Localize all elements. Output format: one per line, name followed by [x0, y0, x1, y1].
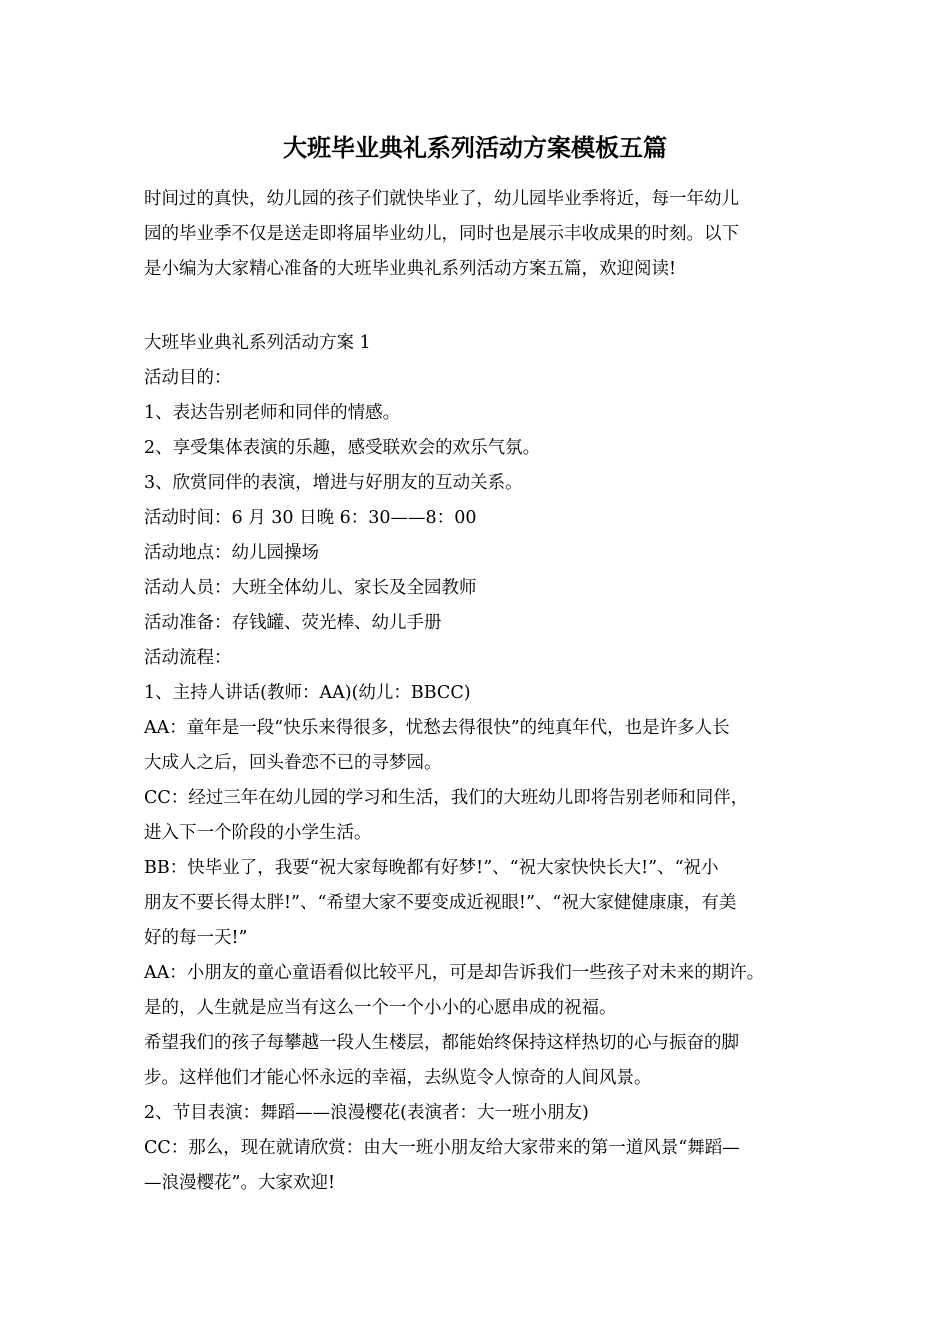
body-line: 活动人员：大班全体幼儿、家长及全园教师	[144, 578, 477, 598]
body-line: —浪漫樱花”。大家欢迎!	[144, 1173, 335, 1193]
body-line: BB：快毕业了，我要“祝大家每晚都有好梦!”、“祝大家快快长大!”、“祝小	[144, 858, 719, 878]
body-line: AA：童年是一段“快乐来得很多，忧愁去得很快”的纯真年代，也是许多人长	[144, 718, 730, 738]
body-line: 活动时间：6 月 30 日晚 6：30——8：00	[144, 508, 477, 528]
body-line: 希望我们的孩子每攀越一段人生楼层，都能始终保持这样热切的心与振奋的脚	[144, 1033, 739, 1053]
intro-line: 园的毕业季不仅是送走即将届毕业幼儿，同时也是展示丰收成果的时刻。以下	[144, 224, 739, 244]
document-title: 大班毕业典礼系列活动方案模板五篇	[283, 133, 667, 162]
body-line: 1、主持人讲话(教师：AA)(幼儿：BBCC)	[144, 683, 471, 703]
body-line: 好的每一天!”	[144, 928, 248, 948]
body-line: 朋友不要长得太胖!”、“希望大家不要变成近视眼!”、“祝大家健健康康，有美	[144, 893, 737, 913]
body-line: 大成人之后，回头眷恋不已的寻梦园。	[144, 753, 442, 773]
body-line: 活动目的：	[144, 368, 232, 388]
body-line: 活动流程：	[144, 648, 232, 668]
body-line: 步。这样他们才能心怀永远的幸福，去纵览令人惊奇的人间风景。	[144, 1068, 652, 1088]
body-line: AA：小朋友的童心童语看似比较平凡，可是却告诉我们一些孩子对未来的期许。	[144, 963, 765, 983]
body-line: 活动准备：存钱罐、荧光棒、幼儿手册	[144, 613, 442, 633]
body-line: 2、节目表演：舞蹈——浪漫樱花(表演者：大一班小朋友)	[144, 1103, 589, 1123]
body-line: 2、享受集体表演的乐趣，感受联欢会的欢乐气氛。	[144, 438, 541, 458]
body-line: 进入下一个阶段的小学生活。	[144, 823, 372, 843]
body-line: 是的，人生就是应当有这么一个一个小小的心愿串成的祝福。	[144, 998, 617, 1018]
intro-line: 是小编为大家精心准备的大班毕业典礼系列活动方案五篇，欢迎阅读!	[144, 259, 677, 279]
body-line: CC：经过三年在幼儿园的学习和生活，我们的大班幼儿即将告别老师和同伴，	[144, 788, 749, 808]
body-line: 3、欣赏同伴的表演，增进与好朋友的互动关系。	[144, 473, 523, 493]
body-line: CC：那么，现在就请欣赏：由大一班小朋友给大家带来的第一道风景“舞蹈—	[144, 1138, 740, 1158]
section-heading: 大班毕业典礼系列活动方案 1	[144, 333, 371, 353]
intro-line: 时间过的真快，幼儿园的孩子们就快毕业了，幼儿园毕业季将近，每一年幼儿	[144, 189, 739, 209]
body-line: 活动地点：幼儿园操场	[144, 543, 319, 563]
body-line: 1、表达告别老师和同伴的情感。	[144, 403, 401, 423]
